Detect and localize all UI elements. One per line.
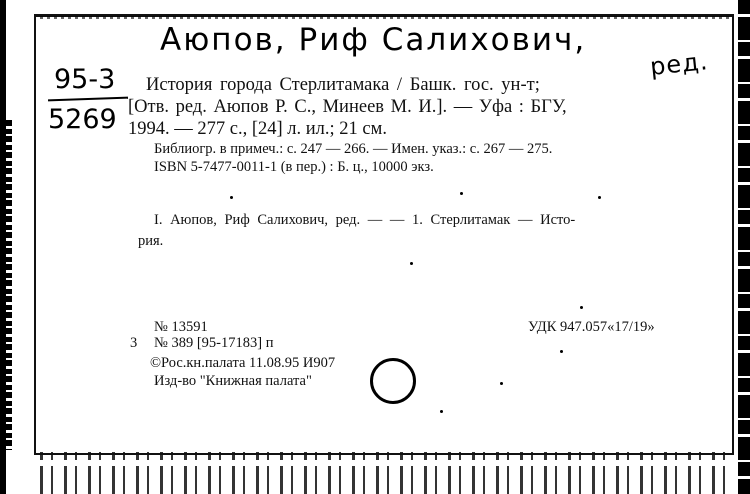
title-line-1: История города Стерлитамака / Башк. гос. ун-т; [146,75,540,95]
publisher-imprint: Изд-во "Книжная палата" [154,373,312,389]
handwritten-editor-note: ред. [648,47,710,81]
call-number-top: 95-3 [54,64,116,95]
copy-marker: 3 [130,335,138,351]
scan-speck [560,350,563,353]
notes-line-2: ISBN 5-7477-0011-1 (в пер.) : Б. ц., 10000 экз. [154,159,434,175]
scan-bottom-noise [40,452,730,494]
scan-edge-right [738,0,750,494]
tracing-line-1: I. Аюпов, Риф Салихович, ред. — — 1. Стерлитамак — Исто- [154,212,576,228]
notes-line-1: Библиогр. в примеч.: с. 247 — 266. — Имен. указ.: с. 267 — 275. [154,141,553,157]
scan-speck [440,410,443,413]
scan-speck [230,196,233,199]
stamp-circle [370,358,416,404]
call-number-bottom: 5269 [48,104,117,135]
record-number: № 13591 [154,319,208,335]
scan-noise-left [6,120,12,450]
tracing-line-2: рия. [138,233,164,249]
scan-speck [460,192,463,195]
handwritten-author-heading: Аюпов, Риф Салихович, [160,22,587,58]
scan-speck [598,196,601,199]
card-top-dotted-edge [40,16,730,19]
title-line-2: [Отв. ред. Аюпов Р. С., Минеев М. И.]. — Уфа : БГУ, [128,97,567,117]
scan-speck [500,382,503,385]
scan-speck [580,306,583,309]
scan-speck [410,262,413,265]
title-line-3: 1994. — 277 с., [24] л. ил.; 21 см. [128,119,387,139]
chamber-imprint: ©Рос.кн.палата 11.08.95 И907 [150,355,336,371]
udc-classification: УДК 947.057«17/19» [528,319,655,335]
registration-number: № 389 [95-17183] п [154,335,274,351]
